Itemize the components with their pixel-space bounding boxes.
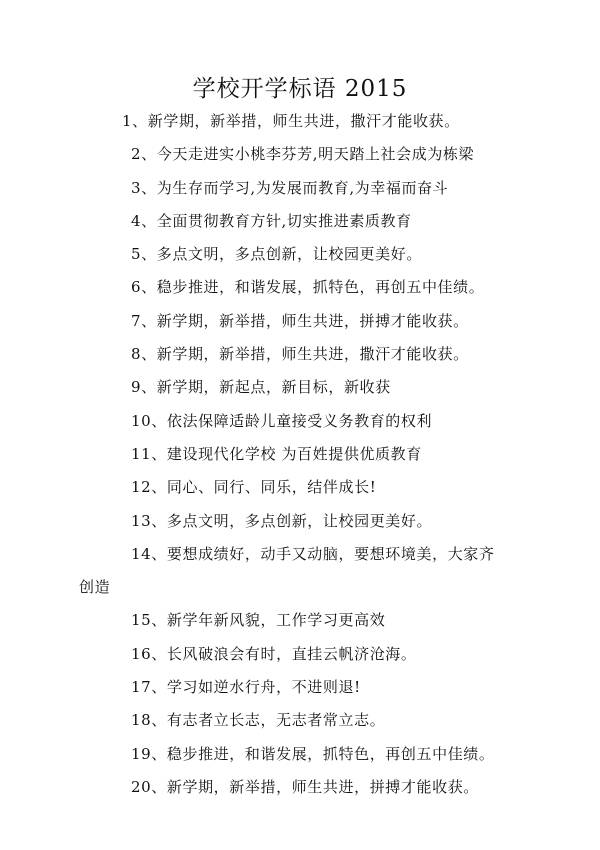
slogan-item: 20、新学期，新举措，师生共进，拼搏才能收获。 <box>131 777 479 796</box>
slogan-item: 2、今天走进实小桃李芬芳,明天踏上社会成为栋梁 <box>131 145 475 164</box>
slogan-item: 15、新学年新风貌，工作学习更高效 <box>131 611 386 630</box>
slogan-item: 9、新学期，新起点，新目标，新收获 <box>131 378 391 397</box>
slogan-item: 3、为生存而学习,为发展而教育,为幸福而奋斗 <box>131 178 449 197</box>
slogan-item: 11、建设现代化学校 为百姓提供优质教育 <box>131 444 422 463</box>
slogan-item: 12、同心、同行、同乐，结伴成长! <box>131 478 377 497</box>
slogan-list <box>0 105 600 804</box>
slogan-item: 8、新学期，新举措，师生共进，撒汗才能收获。 <box>131 345 469 364</box>
slogan-text: 14、要想成绩好，动手又动脑，要想环境美，大家齐 <box>131 544 495 563</box>
slogan-item <box>0 538 600 605</box>
slogan-item: 6、稳步推进，和谐发展，抓特色，再创五中佳绩。 <box>131 278 485 297</box>
slogan-item: 18、有志者立长志，无志者常立志。 <box>131 711 386 730</box>
slogan-item: 19、稳步推进，和谐发展，抓特色，再创五中佳绩。 <box>131 744 495 763</box>
slogan-item: 10、依法保障适龄儿童接受义务教育的权利 <box>131 411 433 430</box>
slogan-text-continued: 创造 <box>79 578 111 597</box>
slogan-item: 1、新学期，新举措，师生共进，撒汗才能收获。 <box>122 112 460 130</box>
page-title: 学校开学标语 2015 <box>192 76 408 102</box>
slogan-item: 16、长风破浪会有时，直挂云帆济沧海。 <box>131 644 417 663</box>
slogan-item: 17、学习如逆水行舟，不进则退! <box>131 678 361 697</box>
slogan-item: 7、新学期，新举措，师生共进，拼搏才能收获。 <box>131 311 469 330</box>
slogan-item: 13、多点文明，多点创新，让校园更美好。 <box>131 511 433 530</box>
slogan-item: 4、全面贯彻教育方针,切实推进素质教育 <box>131 211 412 230</box>
slogan-item: 5、多点文明，多点创新，让校园更美好。 <box>131 245 422 264</box>
